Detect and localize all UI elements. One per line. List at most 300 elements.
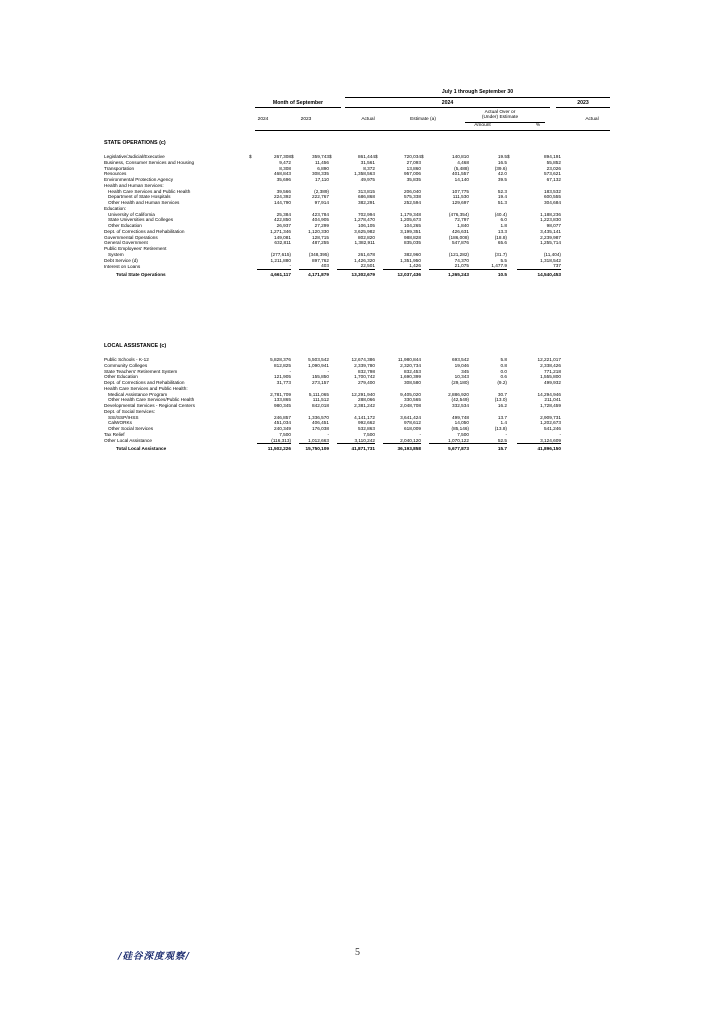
cell-pct: 6.0: [500, 217, 507, 223]
cell-m2024: 8,308: [279, 165, 291, 171]
cell-actual: 1,700,742: [354, 374, 375, 380]
cell-actual: 13,302,679: [337, 270, 375, 278]
row-label: Business, Consumer Services and Housing: [104, 159, 195, 165]
currency-symbol: $: [507, 154, 510, 159]
cell-actual: 12,674,386: [351, 357, 375, 362]
cell-m2023: 1,120,330: [308, 228, 329, 234]
cell-estimate: 720,034: [404, 154, 421, 159]
cell-m2023: 359,743: [312, 154, 329, 159]
cell-m2024: 1,271,346: [270, 228, 291, 234]
cell-prior: 1,223,830: [540, 217, 561, 223]
cell-pct: 0.6: [500, 374, 507, 380]
cell-actual: 1,382,911: [354, 240, 375, 246]
cell-amount: 140,810: [452, 154, 469, 159]
cell-m2024: -: [289, 263, 291, 269]
cell-prior: 541,246: [544, 426, 561, 431]
row-label: Health Care Services and Public Health:: [104, 385, 188, 391]
cell-m2023: 111,512: [312, 397, 329, 403]
cell-actual: 4,141,172: [354, 414, 375, 420]
cell-m2024: 1,211,880: [270, 257, 291, 263]
prior-year-heading: 2023: [577, 100, 589, 106]
cell-estimate: 13,860: [406, 165, 421, 171]
cell-actual: 532,863: [358, 426, 375, 431]
cell-estimate: 11,980,844: [397, 357, 421, 362]
cell-prior: 1,255,714: [540, 240, 561, 246]
cell-prior: 771,218: [544, 368, 561, 374]
row-label: Department of State Hospitals: [108, 194, 171, 200]
currency-symbol: [507, 270, 517, 278]
cell-amount: (42,549): [451, 397, 469, 403]
cell-pct: 19.4: [497, 194, 507, 200]
cell-estimate: 988,828: [404, 234, 421, 240]
cell-pct: (31.7): [494, 251, 507, 257]
cell-m2024: (116,313): [271, 437, 291, 443]
cell-actual: 22,501: [360, 263, 375, 269]
row-label: SSI/SSP/IHSS: [108, 414, 139, 420]
cell-actual: 1,278,470: [354, 217, 375, 223]
cell-actual: 3,110,242: [354, 437, 375, 443]
cell-m2023: 897,762: [312, 257, 329, 263]
cell-m2024: 35,696: [276, 177, 291, 182]
cell-estimate: 618,009: [404, 426, 421, 431]
row-label: Medical Assistance Program: [108, 391, 168, 397]
row-label: State Universities and Colleges: [108, 217, 174, 223]
row-label: Other Health Care Services/Public Health: [108, 397, 195, 403]
row-label: CalWORKs: [108, 420, 132, 426]
cell-estimate: -: [419, 431, 421, 437]
cell-m2023: -: [327, 368, 329, 374]
cell-estimate: 978,612: [404, 420, 421, 426]
cell-prior: 211,041: [544, 397, 561, 403]
cell-m2023: 842,018: [312, 403, 329, 408]
cell-m2024: 451,034: [274, 420, 291, 426]
cell-amount: 499,748: [452, 414, 469, 420]
cell-m2024: 246,857: [274, 414, 291, 420]
currency-symbol: [375, 444, 383, 452]
cell-actual: 802,820: [358, 234, 375, 240]
currency-symbol: [291, 444, 299, 452]
cell-m2023: 155,850: [312, 374, 329, 380]
cell-amount: (85,146): [451, 426, 469, 431]
col-percent: %: [535, 123, 541, 128]
row-label: Total Local Assistance: [116, 446, 167, 451]
cell-m2023: 273,157: [312, 380, 329, 385]
cell-m2023: 487,255: [312, 240, 329, 246]
cell-m2024: 26,937: [276, 223, 291, 228]
cell-m2023: 308,335: [312, 171, 329, 177]
cell-pct: 13.7: [497, 414, 507, 420]
cell-pct: 30.7: [497, 391, 507, 397]
cell-prior: 55,852: [546, 159, 561, 165]
currency-symbol: [421, 270, 429, 278]
cell-actual: 1,358,563: [354, 171, 375, 177]
cell-pct: 15.7: [469, 444, 507, 452]
cell-m2023: 222,767: [312, 194, 329, 200]
currency-symbol: $: [291, 154, 294, 159]
cell-amount: (29,180): [451, 380, 469, 385]
cell-estimate: 1,205,673: [400, 217, 421, 223]
cell-prior: 1,202,673: [540, 420, 561, 426]
cell-estimate: 832,453: [404, 368, 421, 374]
cell-pct: (18.8): [494, 234, 507, 240]
row-label: Other Local Assistance: [104, 437, 152, 443]
cell-m2024: 9,472: [279, 159, 291, 165]
cell-actual: 382,291: [358, 200, 375, 205]
cell-m2023: 128,715: [312, 234, 329, 240]
row-label: Dept. of Corrections and Rehabilitation: [104, 228, 185, 234]
cell-estimate: 308,580: [404, 380, 421, 385]
cell-prior: 2,909,731: [540, 414, 561, 420]
cell-m2024: 31,773: [276, 380, 291, 385]
cell-amount: 401,557: [452, 171, 469, 177]
cell-actual: 2,339,780: [354, 362, 375, 368]
currency-symbol: [249, 444, 257, 452]
cell-prior: 600,555: [544, 194, 561, 200]
cell-m2023: 11,456: [315, 159, 329, 165]
row-label: Other Health and Human Services: [108, 200, 180, 205]
cell-actual: 7,500: [363, 431, 375, 437]
cell-prior: 1,555,800: [540, 374, 561, 380]
cell-m2024: 5,828,376: [270, 357, 291, 362]
col-m2024: 2024: [257, 117, 269, 122]
cell-actual: 1,426,320: [354, 257, 375, 263]
cell-actual: 49,975: [360, 177, 375, 182]
col-m2023: 2023: [300, 117, 312, 122]
local-assistance-title: LOCAL ASSISTANCE (c): [104, 343, 167, 349]
cell-prior: 23,026: [546, 165, 561, 171]
cell-prior: 3,124,609: [540, 437, 561, 443]
cell-amount: 107,775: [452, 188, 469, 194]
cell-m2023: 17,110: [315, 177, 329, 182]
cell-estimate: 1,690,399: [400, 374, 421, 380]
cell-m2024: 133,865: [274, 397, 291, 403]
cell-amount: 74,370: [454, 257, 469, 263]
cell-amount: 129,697: [452, 200, 469, 205]
cell-actual: 31,561: [360, 159, 375, 165]
cell-m2024: 422,850: [274, 217, 291, 223]
cell-estimate: 3,641,424: [400, 414, 421, 420]
cell-m2023: 5,503,542: [308, 357, 329, 362]
cell-actual: 702,994: [358, 211, 375, 217]
cell-prior: -: [559, 431, 561, 437]
cell-prior: 1,188,236: [540, 211, 561, 217]
cell-prior: 2,239,987: [540, 234, 561, 240]
cell-amount: 111,530: [452, 194, 469, 200]
cell-amount: 21,075: [454, 263, 469, 269]
row-label: General Government: [104, 240, 148, 246]
ytd-year-heading: 2024: [441, 100, 454, 106]
cell-pct: 1.8: [500, 223, 507, 228]
cell-estimate: 3,199,351: [400, 228, 421, 234]
cell-amount: 19,046: [454, 362, 469, 368]
row-label: Public Employees' Retirement: [104, 246, 167, 251]
cell-m2024: 632,811: [274, 240, 291, 246]
cell-prior: 14,294,946: [537, 391, 561, 397]
month-rule: [255, 107, 341, 108]
state-operations-title: STATE OPERATIONS (c): [104, 140, 166, 146]
over-under-line1: Actual Over or: [484, 110, 516, 115]
cell-amount: 4,468: [457, 159, 469, 165]
header-rule: [345, 97, 610, 98]
cell-m2023: 5,111,065: [308, 391, 329, 397]
cell-amount: (476,354): [448, 211, 469, 217]
page-number: 5: [355, 947, 360, 958]
row-label: Total State Operations: [116, 271, 166, 277]
cell-estimate: 9,405,020: [400, 391, 421, 397]
col-actual: Actual: [361, 117, 375, 122]
cell-pct: 5.5: [500, 257, 507, 263]
cell-amount: 7,500: [457, 431, 469, 437]
cell-prior: 2,338,426: [540, 362, 561, 368]
row-label: Governmental Operations: [104, 234, 158, 240]
cell-actual: 2,381,242: [354, 403, 375, 408]
cell-m2023: 406,451: [312, 420, 329, 426]
cell-estimate: 2,320,734: [400, 362, 421, 368]
currency-symbol: [249, 270, 257, 278]
cell-amount: 547,876: [452, 240, 469, 246]
cell-m2024: 4,661,117: [257, 270, 291, 278]
cell-prior: 737: [553, 263, 561, 269]
cell-actual: 288,066: [358, 397, 375, 403]
currency-symbol: [507, 444, 517, 452]
cell-pct: 0.0: [500, 368, 507, 374]
row-label: State Teachers' Retirement System: [104, 368, 178, 374]
cell-estimate: 835,035: [404, 240, 421, 246]
cell-m2024: 25,384: [276, 211, 291, 217]
cell-pct: 10.5: [469, 270, 507, 278]
cell-prior: 894,191: [544, 154, 561, 159]
cell-amount: (186,008): [448, 234, 469, 240]
cell-estimate: 36,193,858: [383, 444, 421, 452]
cell-pct: 16.5: [497, 159, 507, 165]
row-label: System: [108, 251, 124, 257]
col-amount: Amount: [474, 123, 491, 128]
cell-prior: 304,684: [544, 200, 561, 205]
over-under-line2: (Under) Estimate: [481, 115, 519, 121]
cell-m2023: 27,299: [314, 223, 329, 228]
col-estimate: Estimate (a): [410, 117, 436, 122]
cell-pct: 13.3: [497, 228, 507, 234]
cell-actual: 992,662: [358, 420, 375, 426]
row-label: Environmental Protection Agency: [104, 177, 174, 182]
cell-prior: 3,435,141: [540, 228, 561, 234]
cell-m2023: (348,395): [308, 251, 329, 257]
cell-actual: 3,625,982: [354, 228, 375, 234]
cell-m2023: 423,784: [312, 211, 329, 217]
cell-actual: 8,372: [363, 165, 375, 171]
cell-prior: 98,077: [546, 223, 561, 228]
cell-pct: 42.0: [497, 171, 507, 177]
row-label: University of California: [108, 211, 155, 217]
currency-symbol: $: [421, 154, 424, 159]
ytd-rule: [345, 107, 550, 108]
currency-symbol: [421, 444, 429, 452]
brand-watermark: /硅谷深度观察/: [118, 951, 190, 962]
cell-estimate: 957,006: [404, 171, 421, 177]
cell-m2023: 97,914: [314, 200, 329, 205]
cell-amount: 10,343: [454, 374, 469, 380]
period-heading: July 1 through September 30: [441, 89, 514, 95]
cell-pct: 5.8: [500, 357, 507, 362]
row-label: Other Education: [104, 374, 138, 380]
cell-pct: 0.8: [500, 362, 507, 368]
cell-m2023: (2,389): [314, 188, 329, 194]
currency-symbol: $: [329, 154, 332, 159]
cell-actual: 313,815: [358, 188, 375, 194]
cell-m2024: 121,905: [274, 374, 291, 380]
cell-pct: -: [505, 431, 507, 437]
cell-prior: 14,540,453: [517, 270, 561, 278]
currency-symbol: [375, 270, 383, 278]
prior-rule: [556, 107, 610, 108]
cell-m2023: -: [327, 431, 329, 437]
cell-amount: 1,840: [457, 223, 469, 228]
cell-m2024: 468,843: [274, 171, 291, 177]
cell-amount: 693,542: [452, 357, 469, 362]
row-label: Education:: [104, 205, 127, 211]
cell-actual: 861,444: [358, 154, 375, 159]
cell-pct: 1.4: [500, 420, 507, 426]
row-label: Debt Service (d): [104, 257, 138, 263]
currency-symbol: $: [249, 154, 252, 159]
cell-m2023: 1,090,941: [308, 362, 329, 368]
cell-estimate: 206,040: [404, 188, 421, 194]
row-label: Health and Human Services:: [104, 182, 164, 188]
cell-amount: 14,050: [454, 420, 469, 426]
row-label: Other Education: [108, 223, 142, 228]
cell-m2023: 4,171,879: [299, 270, 329, 278]
cell-estimate: 27,093: [406, 159, 421, 165]
cell-prior: 41,896,150: [517, 444, 561, 452]
cell-estimate: 1,426: [409, 263, 421, 269]
cell-pct: 19.5: [497, 154, 507, 159]
cell-m2024: 980,345: [274, 403, 291, 408]
cell-m2023: 404,905: [312, 217, 329, 223]
cell-m2023: 6,890: [317, 165, 329, 171]
cell-pct: 39.5: [497, 177, 507, 182]
cell-m2024: 11,502,226: [257, 444, 291, 452]
cell-m2024: -: [289, 368, 291, 374]
row-label: Dept. of Corrections and Rehabilitation: [104, 380, 185, 385]
cell-m2024: 2,781,709: [270, 391, 291, 397]
cell-pct: (13.8): [494, 426, 507, 431]
cell-actual: 832,798: [358, 368, 375, 374]
cell-m2024: 267,308: [274, 154, 291, 159]
cell-prior: 1,318,542: [540, 257, 561, 263]
cell-m2023: 15,750,109: [299, 444, 329, 452]
cell-estimate: 382,960: [404, 251, 421, 257]
cell-pct: 52.5: [497, 437, 507, 443]
row-label: Dept. of Social Services:: [104, 408, 156, 414]
cell-estimate: 575,338: [404, 194, 421, 200]
cell-pct: 65.6: [497, 240, 507, 246]
row-label: Transportation: [104, 165, 135, 171]
cell-prior: (11,404): [543, 251, 561, 257]
cell-amount: 332,534: [452, 403, 469, 408]
cell-amount: 426,631: [452, 228, 469, 234]
cell-m2023: 1,012,663: [308, 437, 329, 443]
cell-pct: (13.0): [494, 397, 507, 403]
currency-symbol: [329, 444, 337, 452]
currency-symbol: [329, 270, 337, 278]
cell-prior: 12,221,017: [537, 357, 561, 362]
cell-prior: 573,621: [544, 171, 561, 177]
cell-actual: 106,105: [358, 223, 375, 228]
cell-amount: 5,677,873: [429, 444, 469, 452]
cell-actual: 686,868: [358, 194, 375, 200]
cell-prior: 67,132: [546, 177, 561, 182]
state-operations-table: [104, 154, 561, 278]
cell-actual: 41,871,731: [337, 444, 375, 452]
over-under-heading: [455, 110, 545, 121]
cell-amount: 345: [461, 368, 469, 374]
cell-m2023: 176,038: [312, 426, 329, 431]
row-label: Health Care Services and Public Health: [108, 188, 191, 194]
cell-amount: (5,488): [454, 165, 469, 171]
row-label: Tax Relief: [104, 431, 125, 437]
row-label: Legislative/Judicial/Executive: [104, 154, 165, 159]
cell-m2024: 812,825: [274, 362, 291, 368]
cell-amount: 2,886,920: [448, 391, 469, 397]
cell-m2024: 149,081: [274, 234, 291, 240]
row-label: Developmental Services - Regional Centers: [104, 403, 195, 408]
cell-pct: (9.2): [497, 380, 507, 385]
cell-pct: (39.6): [494, 165, 507, 171]
cell-estimate: 330,565: [404, 397, 421, 403]
cell-estimate: 2,048,708: [400, 403, 421, 408]
row-label: Other Social Services: [108, 426, 154, 431]
cell-pct: 1,477.9: [491, 263, 507, 269]
cell-actual: 261,678: [358, 251, 375, 257]
cell-pct: 16.2: [497, 403, 507, 408]
cell-estimate: 252,594: [404, 200, 421, 205]
cell-estimate: 12,037,436: [383, 270, 421, 278]
cell-pct: 52.3: [497, 188, 507, 194]
cell-m2023: 403: [321, 263, 329, 269]
cell-pct: 51.3: [497, 200, 507, 205]
column-header-rule: [255, 130, 610, 131]
local-assistance-table: [104, 357, 561, 452]
total-row: [104, 444, 561, 452]
cell-m2024: 7,500: [279, 431, 291, 437]
cell-amount: 14,140: [454, 177, 469, 182]
cell-estimate: 35,835: [406, 177, 421, 182]
cell-prior: 499,932: [544, 380, 561, 385]
cell-m2024: 224,392: [274, 194, 291, 200]
cell-actual: 279,400: [358, 380, 375, 385]
month-heading: Month of September: [272, 100, 324, 106]
cell-m2023: 1,336,570: [308, 414, 329, 420]
cell-estimate: 1,351,950: [400, 257, 421, 263]
cell-estimate: 104,265: [404, 223, 421, 228]
cell-m2024: 240,349: [274, 426, 291, 431]
cell-m2024: 39,566: [276, 188, 291, 194]
cell-amount: 1,265,243: [429, 270, 469, 278]
cell-m2024: (277,615): [270, 251, 291, 257]
cell-amount: (121,282): [448, 251, 469, 257]
currency-symbol: $: [375, 154, 378, 159]
cell-amount: 72,797: [454, 217, 469, 223]
cell-prior: 1,728,459: [540, 403, 561, 408]
cell-actual: 12,291,940: [351, 391, 375, 397]
cell-prior: 183,532: [544, 188, 561, 194]
currency-symbol: [291, 270, 299, 278]
cell-amount: 1,070,122: [448, 437, 469, 443]
total-row: [104, 270, 561, 278]
row-label: Public Schools - K-12: [104, 357, 149, 362]
row-label: Interest on Loans: [104, 263, 141, 269]
cell-pct: (40.4): [494, 211, 507, 217]
